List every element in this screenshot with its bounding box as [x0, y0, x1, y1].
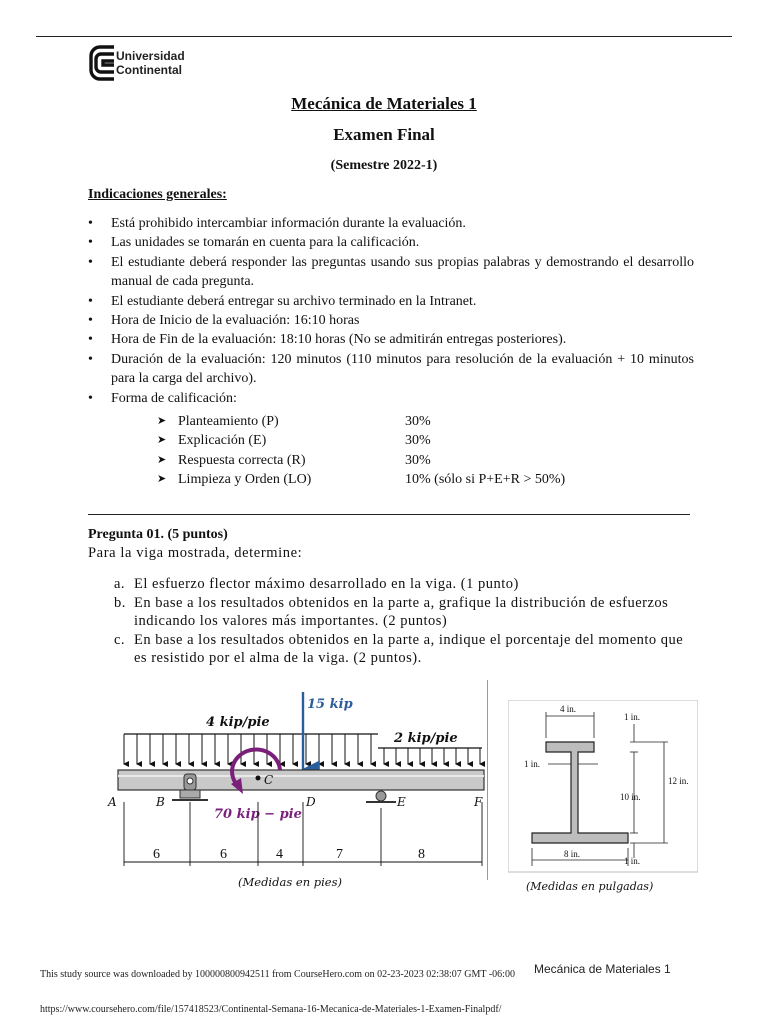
label-dist-right: 2 kip/pie	[394, 731, 458, 746]
dim-3: 4	[276, 847, 283, 862]
grading-value: 10% (sólo si P+E+R > 50%)	[405, 472, 566, 488]
item-marker: a.	[114, 576, 126, 592]
dim-web: 1 in.	[524, 759, 541, 769]
label-point-e: E	[397, 795, 406, 809]
footer-source: This study source was downloaded by 100000800942511 from CourseHero.com on 02-23-2023 02:38:07 GMT -06:00	[40, 969, 515, 980]
document-title: Mecánica de Materiales 1	[291, 94, 477, 113]
dim-1: 6	[153, 847, 160, 862]
footer-url[interactable]: https://www.coursehero.com/file/157418523/Continental-Semana-16-Mecanica-de-Materiales-1-Examen-Finalpdf/	[40, 1004, 502, 1015]
dim-web-height: 10 in.	[620, 792, 641, 802]
indicaciones-list	[88, 214, 694, 408]
item-marker: c.	[114, 631, 126, 648]
grading-label: Explicación (E)	[178, 433, 267, 449]
item-marker: b.	[114, 594, 126, 611]
dim-4: 7	[336, 847, 343, 862]
dim-bottom-flange: 1 in.	[624, 856, 641, 866]
university-name	[116, 49, 185, 77]
university-logo-icon	[88, 44, 118, 84]
dim-top-flange: 1 in.	[624, 712, 641, 722]
label-point-d: D	[306, 795, 316, 809]
list-item: • Hora de Fin de la evaluación: 18:10 horas (No se admitirán entregas posteriores).	[88, 330, 694, 349]
grading-value: 30%	[405, 433, 431, 449]
label-point-c: C	[264, 773, 274, 787]
label-moment: 70 kip − pie	[214, 807, 302, 822]
footer-page-label: Mecánica de Materiales 1	[534, 962, 671, 976]
top-rule	[36, 36, 732, 37]
list-item: • Las unidades se tomarán en cuenta para la calificación.	[88, 233, 694, 252]
label-dist-left: 4 kip/pie	[206, 715, 270, 730]
university-line1: Universidad	[116, 49, 185, 63]
list-item: • Duración de la evaluación: 120 minutos (110 minutos para resolución de la evaluación + 10 minutos para la carga del archivo).	[88, 350, 694, 389]
question-item	[114, 631, 694, 668]
dimension-lines	[124, 802, 482, 866]
section-divider	[88, 514, 690, 515]
list-item: • Está prohibido intercambiar información durante la evaluación.	[88, 214, 694, 233]
indicaciones-heading: Indicaciones generales:	[88, 187, 227, 202]
distributed-load-right	[384, 748, 480, 764]
i-section	[532, 742, 628, 843]
section-caption: (Medidas en pulgadas)	[526, 880, 654, 893]
arrow-bullet-icon: ➤	[157, 473, 167, 486]
grading-value: 30%	[405, 452, 431, 468]
list-item: • Forma de calificación:	[88, 389, 694, 408]
support-e	[366, 791, 396, 802]
grading-label: Planteamiento (P)	[178, 414, 279, 429]
item-text: El esfuerzo flector máximo desarrollado en la viga. (1 punto)	[134, 576, 519, 592]
section-diagram	[508, 700, 698, 900]
item-text: En base a los resultados obtenidos en la parte a, grafique la distribución de esfuerzos indicando los valores más importantes. (2 puntos)	[134, 594, 669, 630]
dim-total-height: 12 in.	[668, 776, 689, 786]
list-item: • El estudiante deberá entregar su archivo terminado en la Intranet.	[88, 292, 694, 311]
dim-2: 6	[220, 847, 227, 862]
arrow-bullet-icon: ➤	[157, 415, 167, 427]
question-items	[114, 575, 694, 668]
question-intro: Para la viga mostrada, determine:	[88, 545, 303, 561]
list-item: • El estudiante deberá responder las preguntas usando sus propias palabras y demostrando el desarrollo manual de cada pregunta.	[88, 253, 694, 292]
item-text: En base a los resultados obtenidos en la parte a, indique el porcentaje del momento que es resistido por el alma de la viga. (2 puntos).	[134, 631, 684, 667]
arrow-bullet-icon: ➤	[157, 453, 167, 466]
label-point-f: F	[474, 795, 483, 809]
university-line2: Continental	[116, 63, 182, 77]
document-subtitle: Examen Final	[333, 125, 435, 144]
beam-diagram	[100, 690, 490, 895]
label-point-load: 15 kip	[307, 697, 353, 712]
question-heading: Pregunta 01. (5 puntos)	[88, 527, 228, 542]
question-item	[114, 594, 694, 631]
grading-label: Respuesta correcta (R)	[178, 452, 306, 468]
semester-label: (Semestre 2022-1)	[330, 158, 438, 173]
label-point-a: A	[108, 795, 117, 809]
grading-label: Limpieza y Orden (LO)	[178, 472, 312, 488]
dim-top-width: 4 in.	[560, 704, 577, 714]
arrow-bullet-icon: ➤	[157, 434, 167, 447]
dim-5: 8	[418, 847, 425, 862]
question-item	[114, 575, 694, 594]
dim-bottom-width: 8 in.	[564, 849, 581, 859]
label-point-b: B	[156, 795, 165, 809]
grading-value: 30%	[405, 414, 431, 429]
beam	[118, 770, 484, 790]
beam-caption: (Medidas en pies)	[238, 875, 342, 889]
list-item: • Hora de Inicio de la evaluación: 16:10 horas	[88, 311, 694, 330]
